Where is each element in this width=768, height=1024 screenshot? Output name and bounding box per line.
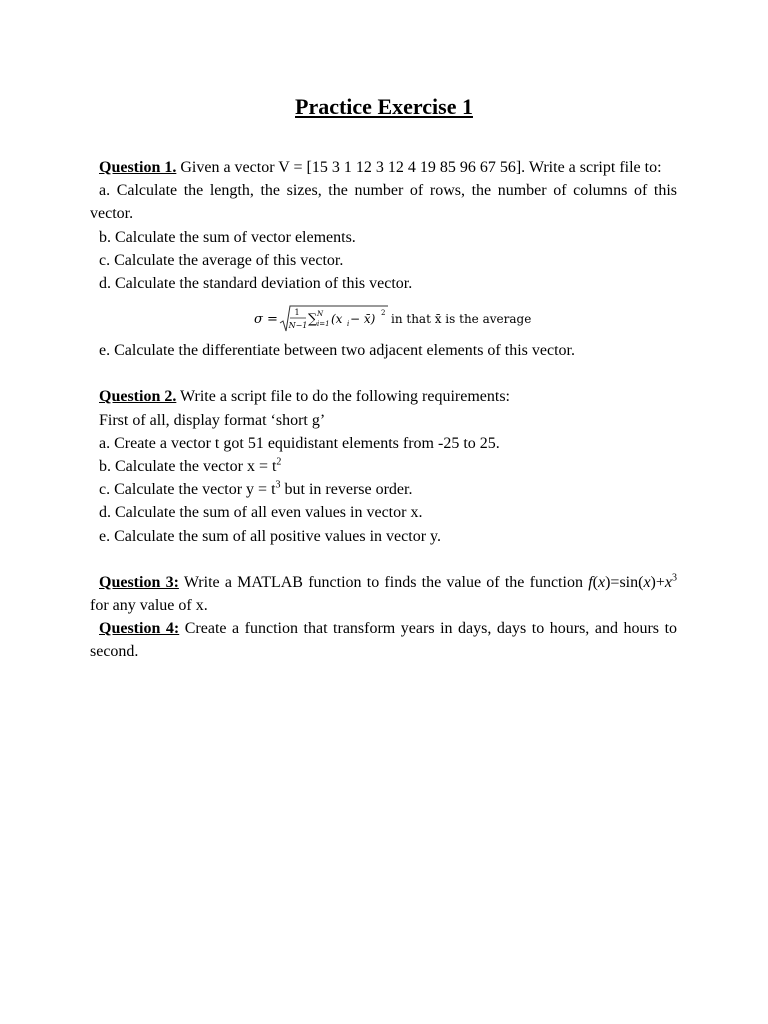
spacer: [90, 548, 677, 571]
function-expression: $f(x)=\sin(x)+x^3$: [588, 572, 678, 591]
fx-exponent: 3: [672, 572, 678, 584]
question-2-text: Write a script file to do the following requirements:: [176, 388, 510, 406]
std-dev-formula: [90, 303, 677, 335]
spacer: [90, 362, 677, 385]
question-2-label: Question 2.: [99, 388, 177, 406]
question-2-item-b-text: b. Calculate the vector x = t: [99, 458, 277, 476]
fx-plus: +: [655, 573, 665, 591]
formula-sum-upper: N: [316, 310, 323, 319]
question-3: [90, 571, 677, 617]
page-title: Practice Exercise 1: [295, 94, 473, 119]
question-1-item-d: d. Calculate the standard deviation of this vector.: [99, 275, 413, 293]
question-3-text-tail: for any value of x.: [90, 597, 208, 615]
question-1-item-c: c. Calculate the average of this vector.: [99, 251, 344, 269]
fx-x-cubed: x: [664, 573, 673, 591]
formula-body-rest: − x̄): [349, 312, 375, 327]
formula-numerator: 1: [293, 308, 300, 318]
fx-x-arg: x: [643, 573, 651, 591]
question-1-item-a: a. Calculate the length, the sizes, the number of rows, the number of columns of this vector.: [90, 182, 677, 223]
formula-note: in that x̄ is the average: [390, 312, 531, 327]
question-2-item-b-exponent: 2: [276, 456, 282, 468]
question-1-text: Given a vector V = [15 3 1 12 3 12 4 19 85 96 67 56]. Write a script file to:: [176, 159, 662, 176]
question-1: [90, 156, 677, 179]
formula-sum-lower: i=1: [316, 320, 330, 329]
question-4: [90, 617, 677, 663]
document-body: [90, 156, 677, 664]
question-1-item-e: e. Calculate the differentiate between two adjacent elements of this vector.: [99, 342, 575, 360]
formula-sigma: σ =: [253, 312, 278, 328]
question-2-item-c: [90, 478, 677, 501]
fx-sin: sin: [619, 573, 639, 591]
question-2-item-d: d. Calculate the sum of all even values in vector x.: [99, 504, 423, 522]
question-2-item-b: [90, 455, 677, 478]
question-4-label: Question 4:: [99, 620, 180, 638]
std-dev-formula-graphic: [253, 303, 531, 335]
question-2-item-c-tail: but in reverse order.: [280, 481, 413, 499]
formula-body-sub: i: [346, 320, 349, 329]
fx-equals: =: [610, 573, 620, 591]
question-1-label: Question 1.: [99, 159, 177, 176]
question-2-item-a: a. Create a vector t got 51 equidistant elements from -25 to 25.: [99, 434, 500, 452]
question-2-item-c-exponent: 3: [275, 479, 281, 491]
question-4-text: Create a function that transform years in days, days to hours, and hours to second.: [90, 620, 678, 661]
question-2-item-e: e. Calculate the sum of all positive values in vector y.: [99, 527, 441, 545]
question-1-item-b: b. Calculate the sum of vector elements.: [99, 228, 356, 246]
formula-body: (x: [330, 312, 342, 327]
fx-f: f: [588, 573, 593, 591]
formula-sum: ∑: [307, 312, 317, 328]
question-2-item-c-text: c. Calculate the vector y = t: [99, 481, 276, 499]
fx-x: x: [597, 573, 606, 591]
question-2: [90, 385, 677, 408]
question-3-label: Question 3:: [99, 573, 179, 591]
formula-exponent: 2: [380, 309, 385, 318]
question-2-intro: First of all, display format ‘short g’: [99, 411, 326, 429]
formula-denominator: N−1: [288, 321, 307, 331]
question-3-text: Write a MATLAB function to finds the value of the function: [178, 573, 583, 591]
